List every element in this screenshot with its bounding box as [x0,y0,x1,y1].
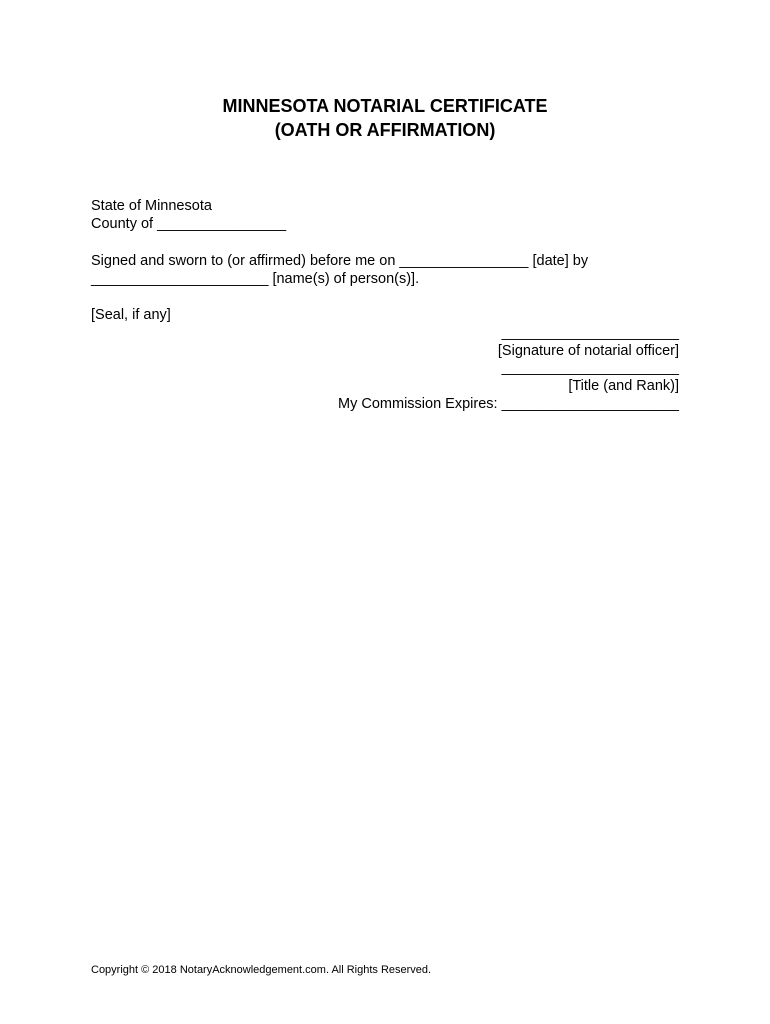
signature-line: ______________________ [501,325,679,341]
venue-county: County of ________________ [91,216,287,232]
signature-label: [Signature of notarial officer] [497,343,679,359]
commission-expires: My Commission Expires: ______________________ [338,396,679,412]
document-title [0,94,770,142]
title-line-2: (OATH OR AFFIRMATION) [274,120,496,140]
venue-state: State of Minnesota [91,198,212,214]
title-rank-line: ______________________ [501,360,679,376]
title-line-1: MINNESOTA NOTARIAL CERTIFICATE [222,96,548,116]
copyright-footer: Copyright © 2018 NotaryAcknowledgement.com. All Rights Reserved. [91,964,432,976]
statement-line-1: Signed and sworn to (or affirmed) before me on ________________ [date] by [91,253,589,269]
statement-line-2: ______________________ [name(s) of person(s)]. [91,271,420,287]
title-rank-label: [Title (and Rank)] [568,378,679,394]
seal-note: [Seal, if any] [91,307,171,323]
